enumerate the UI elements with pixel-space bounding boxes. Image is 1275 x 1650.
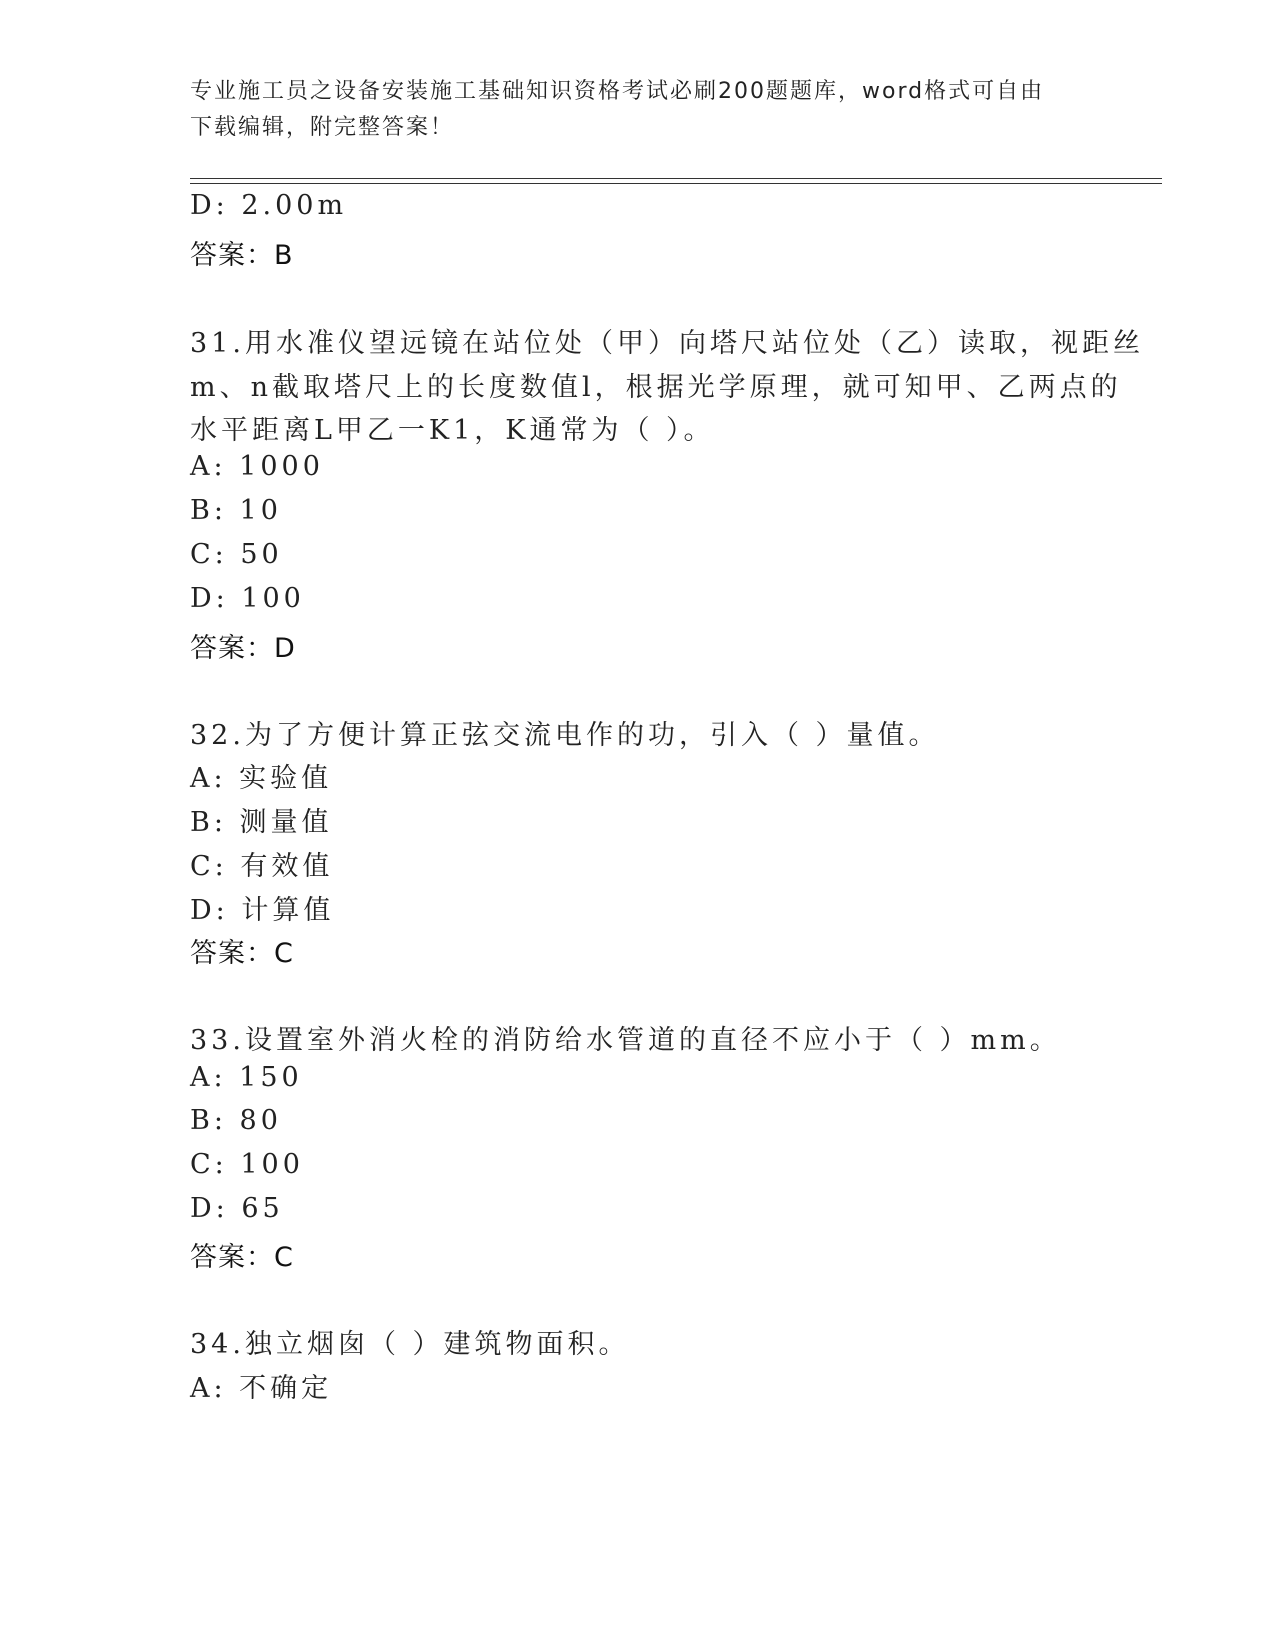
q30-option-d: D: 2.00m xyxy=(190,190,348,221)
header-divider-bottom xyxy=(190,183,1162,184)
header-line-2: 下载编辑，附完整答案！ xyxy=(190,115,455,140)
q30-answer: 答案：B xyxy=(190,240,294,271)
q31-stem-line-2: m、n截取塔尺上的长度数值l，根据光学原理，就可知甲、乙两点的 xyxy=(190,372,1122,403)
q33-stem: 33.设置室外消火栓的消防给水管道的直径不应小于（ ）mm。 xyxy=(190,1025,1061,1056)
q31-stem-line-3: 水平距离L甲乙一K1，K通常为（ ）。 xyxy=(190,415,715,446)
q32-option-b: B: 测量值 xyxy=(190,807,333,838)
q31-option-c: C: 50 xyxy=(190,539,283,570)
q32-stem: 32.为了方便计算正弦交流电作的功，引入（ ）量值。 xyxy=(190,720,940,751)
q31-option-b: B: 10 xyxy=(190,495,282,526)
q34-stem: 34.独立烟囱（ ）建筑物面积。 xyxy=(190,1329,630,1360)
header-divider-top xyxy=(190,178,1162,179)
q32-option-c: C: 有效值 xyxy=(190,851,334,882)
q33-option-d: D: 65 xyxy=(190,1193,284,1224)
q33-option-c: C: 100 xyxy=(190,1149,304,1180)
q31-stem-line-1: 31.用水准仪望远镜在站位处（甲）向塔尺站位处（乙）读取，视距丝 xyxy=(190,328,1144,359)
document-header xyxy=(190,74,1090,146)
header-line-1: 专业施工员之设备安装施工基础知识资格考试必刷200题题库，word格式可自由 xyxy=(190,79,1045,104)
q31-option-a: A: 1000 xyxy=(190,451,324,482)
q33-answer: 答案：C xyxy=(190,1242,294,1273)
q32-answer: 答案：C xyxy=(190,938,294,969)
q33-option-b: B: 80 xyxy=(190,1105,282,1136)
q33-option-a: A: 150 xyxy=(190,1062,303,1093)
q34-option-a: A: 不确定 xyxy=(190,1373,333,1404)
q32-option-d: D: 计算值 xyxy=(190,895,335,926)
q31-option-d: D: 100 xyxy=(190,583,305,614)
q31-answer: 答案：D xyxy=(190,633,296,664)
q32-option-a: A: 实验值 xyxy=(190,763,333,794)
